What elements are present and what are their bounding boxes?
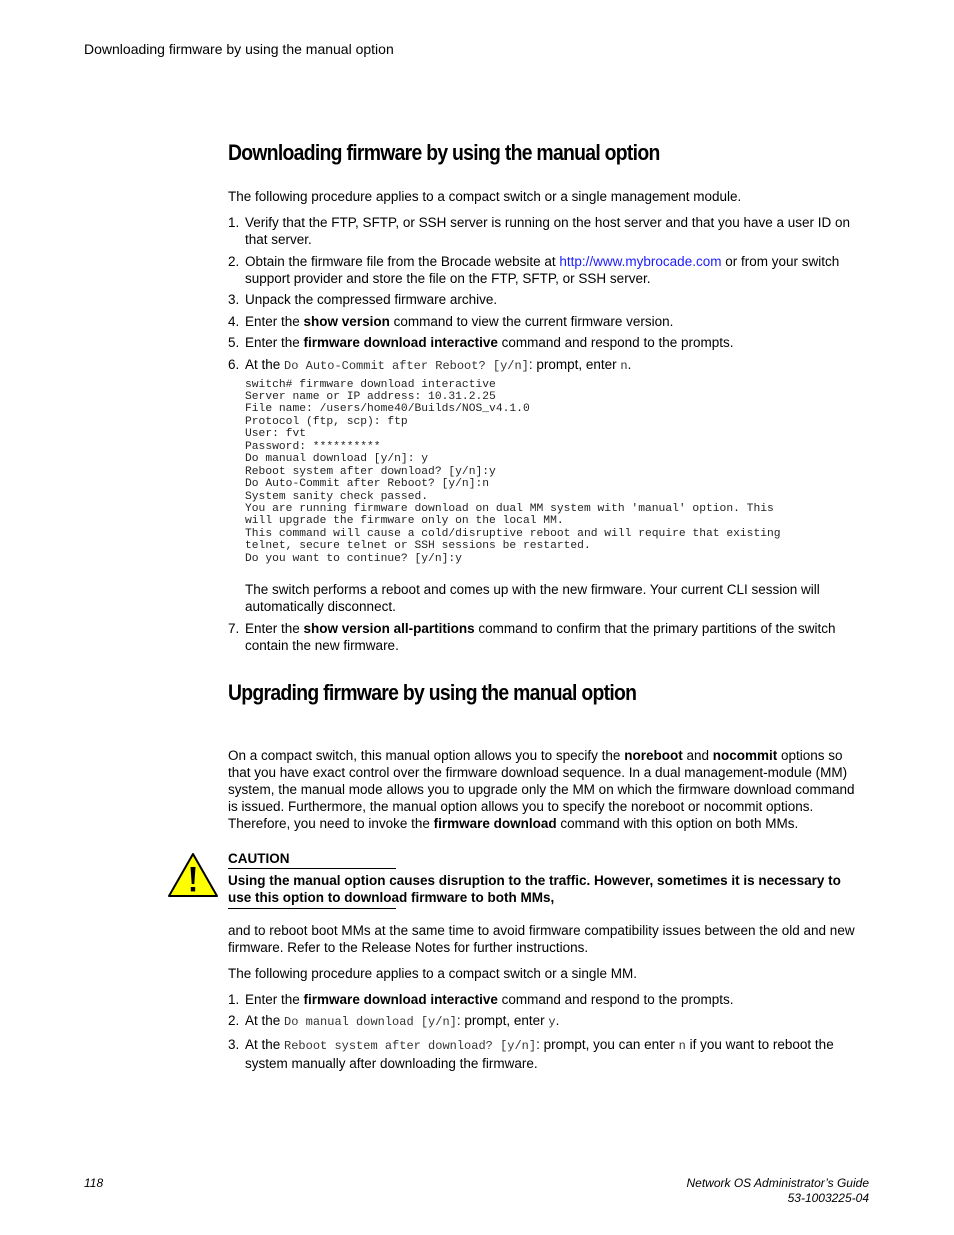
footer-doc-info — [686, 1176, 869, 1206]
caution-notice — [228, 850, 856, 909]
warning-triangle-icon — [167, 852, 219, 898]
page-content — [228, 140, 868, 1076]
caution-rule — [228, 908, 396, 909]
caution-title: CAUTION — [228, 850, 396, 869]
list-item: 1. Verify that the FTP, SFTP, or SSH server is running on the host server and that you have a user ID on that server. — [228, 215, 851, 247]
command-name: firmware download interactive — [303, 335, 498, 350]
book-title: Network OS Administrator’s Guide — [686, 1176, 869, 1190]
section-title-upgrade: Upgrading firmware by using the manual option — [228, 679, 637, 705]
list-item: 2. Obtain the firmware file from the Brocade website at http://www.mybrocade.com or from your switch support provider and store the file on the FTP, SFTP, or SSH server. — [228, 253, 840, 286]
running-header: Downloading firmware by using the manual option — [84, 41, 394, 57]
key-text: y — [548, 1015, 556, 1030]
list-item: 2. At the Do manual download [y/n]: prompt, enter y. — [228, 1013, 560, 1030]
prompt-text: Do manual download [y/n] — [284, 1015, 457, 1030]
list-item: 5. Enter the firmware download interactive command and respond to the prompts. — [228, 335, 734, 350]
list-item: 3. Unpack the compressed firmware archive. — [228, 292, 498, 307]
cli-code-block: switch# firmware download interactive Server name or IP address: 10.31.2.25 File name: /users/home40/Builds/NOS_v4.1.0 Protocol (ftp, scp): ftp User: fvt Password: ********** Do manual download [y/n]: y Reboot system after download? [y/n]:y Do Auto-Commit after Reboot? [y/n]:n System sanity check passed. You are running firmware download on dual MM system with 'manual' option. This will upgrade the firmware only on the local MM. This command will cause a cold/disruptive reboot and will require that existing telnet, secure telnet or SSH sessions be restarted. Do you want to continue? [y/n]:y — [245, 378, 781, 565]
page-number: 118 — [84, 1176, 104, 1190]
section-title-download: Downloading firmware by using the manual option — [228, 140, 660, 165]
command-name: firmware download interactive — [303, 991, 498, 1007]
caution-text: Using the manual option causes disruption to the traffic. However, sometimes it is necessary to use this option to download firmware to both MMs, — [228, 872, 841, 905]
mybrocade-link[interactable]: http://www.mybrocade.com — [559, 253, 722, 269]
prompt-text: Reboot system after download? [y/n] — [284, 1038, 537, 1053]
key-text: n — [678, 1038, 686, 1053]
list-item: 7. Enter the show version all-partitions command to confirm that the primary partitions of the switch contain the new firmware. — [228, 620, 836, 653]
upgrade-steps — [228, 991, 868, 1072]
command-name: show version all-partitions — [303, 620, 475, 636]
download-steps — [228, 214, 868, 654]
doc-number: 53-1003225-04 — [787, 1191, 869, 1205]
section2-para2: and to reboot boot MMs at the same time to avoid firmware compatibility issues between the old and new firmware. Refer to the Release Notes for further instructions. — [228, 922, 855, 955]
list-item: 1. Enter the firmware download interactive command and respond to the prompts. — [228, 991, 734, 1007]
section2-para1: On a compact switch, this manual option allows you to specify the noreboot and nocommit options so that you have exact control over the firmware download sequence. In a dual management-module (MM) system, the manual mode allows you to upgrade only the MM on which the firmware download command is issued. Furthermore, the manual option allows you to specify the noreboot or nocommit options. Therefore, you need to invoke the firmware download command with this option on both MMs. — [228, 747, 855, 831]
section1-intro: The following procedure applies to a compact switch or a single management module. — [228, 189, 742, 204]
key-text: n — [620, 358, 628, 373]
section2-intro: The following procedure applies to a compact switch or a single MM. — [228, 965, 637, 981]
prompt-text: Do Auto-Commit after Reboot? [y/n] — [284, 358, 529, 373]
command-name: show version — [303, 313, 390, 329]
list-item: 6. At the Do Auto-Commit after Reboot? [y/n]: prompt, enter n. switch# firmware download interactive Server name or IP address: 10.31.2.25 File name: /users/home40/Builds/NOS_v4.1.0 Protocol (ftp, scp): ftp User: fvt Password: ********** Do manual download [y/n]: y Reboot system after download? [y/n]:y Do Auto-Commit after Reboot? [y/n]:n System sanity check passed. You are running firmware download on dual MM system with 'manual' option. This will upgrade the firmware only on the local MM. This command will cause a cold/disruptive reboot and will require that existing telnet, secure telnet or SSH sessions be restarted. Do you want to continue? [y/n]:y The switch performs a reboot and comes up with the new firmware. Your current CLI session will automatically disconnect. — [228, 356, 868, 616]
list-item: 4. Enter the show version command to view the current firmware version. — [228, 313, 674, 329]
list-item: 3. At the Reboot system after download? [y/n]: prompt, you can enter n if you want to reboot the system manually after downloading the firmware. — [228, 1036, 834, 1071]
step6-result: The switch performs a reboot and comes up with the new firmware. Your current CLI session will automatically disconnect. — [245, 582, 820, 615]
